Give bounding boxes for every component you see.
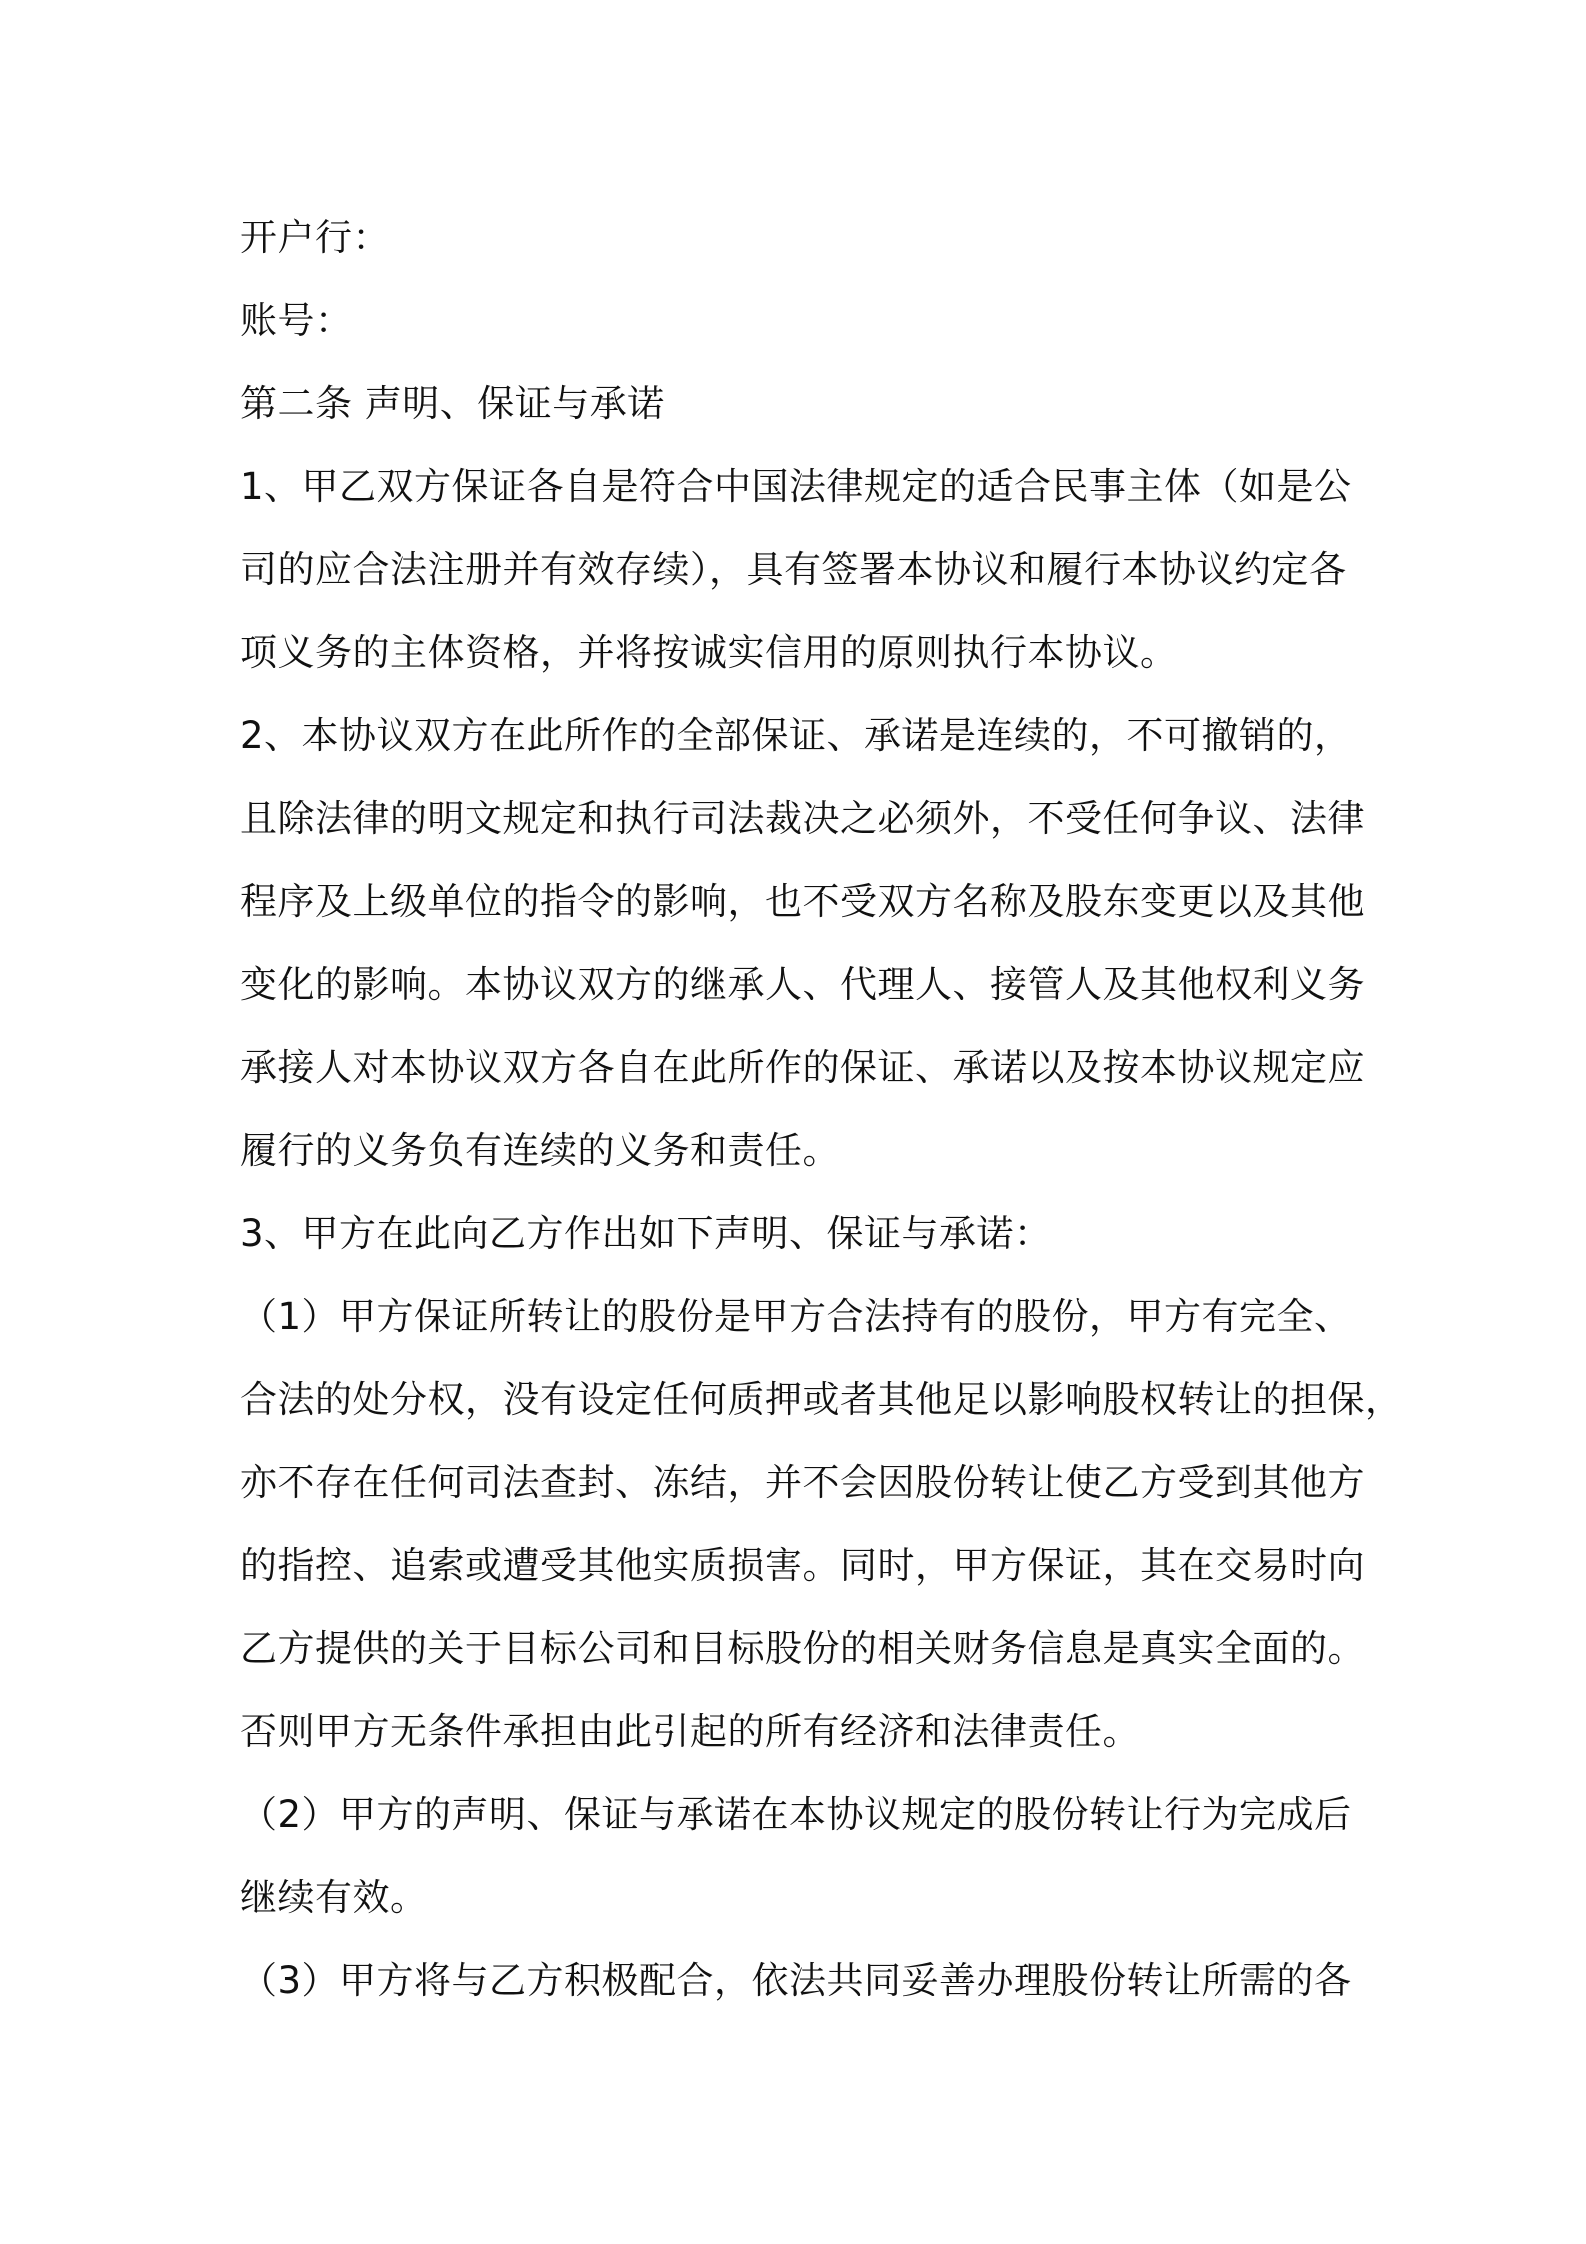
clause-3-1-line-5: 乙方提供的关于目标公司和目标股份的相关财务信息是真实全面的。 bbox=[240, 1627, 1365, 1670]
article-heading: 第二条 声明、保证与承诺 bbox=[240, 382, 665, 425]
clause-3-2-line-2: 继续有效。 bbox=[240, 1876, 428, 1919]
clause-2-line-2: 且除法律的明文规定和执行司法裁决之必须外，不受任何争议、法律 bbox=[240, 797, 1365, 840]
bank-label: 开户行： bbox=[240, 216, 390, 259]
clause-1-line-3: 项义务的主体资格，并将按诚实信用的原则执行本协议。 bbox=[240, 631, 1178, 674]
clause-2-line-6: 履行的义务负有连续的义务和责任。 bbox=[240, 1129, 840, 1172]
document-body bbox=[240, 196, 1403, 2022]
clause-2-line-4: 变化的影响。本协议双方的继承人、代理人、接管人及其他权利义务 bbox=[240, 963, 1365, 1006]
clause-3-heading: 3、甲方在此向乙方作出如下声明、保证与承诺： bbox=[240, 1212, 1052, 1255]
clause-3-1-line-2: 合法的处分权，没有设定任何质押或者其他足以影响股权转让的担保， bbox=[240, 1378, 1403, 1421]
account-label: 账号： bbox=[240, 299, 353, 342]
clause-3-1-line-3: 亦不存在任何司法查封、冻结，并不会因股份转让使乙方受到其他方 bbox=[240, 1461, 1365, 1504]
clause-3-1-line-4: 的指控、追索或遭受其他实质损害。同时，甲方保证，其在交易时向 bbox=[240, 1544, 1365, 1587]
clause-3-1-line-1: （1）甲方保证所转让的股份是甲方合法持有的股份，甲方有完全、 bbox=[240, 1295, 1352, 1338]
clause-1-line-1: 1、甲乙双方保证各自是符合中国法律规定的适合民事主体（如是公 bbox=[240, 465, 1352, 508]
clause-2-line-3: 程序及上级单位的指令的影响，也不受双方名称及股东变更以及其他 bbox=[240, 880, 1365, 923]
clause-1-line-2: 司的应合法注册并有效存续），具有签署本协议和履行本协议约定各 bbox=[240, 548, 1347, 591]
clause-3-2-line-1: （2）甲方的声明、保证与承诺在本协议规定的股份转让行为完成后 bbox=[240, 1793, 1352, 1836]
clause-2-line-1: 2、本协议双方在此所作的全部保证、承诺是连续的，不可撤销的， bbox=[240, 714, 1352, 757]
clause-2-line-5: 承接人对本协议双方各自在此所作的保证、承诺以及按本协议规定应 bbox=[240, 1046, 1365, 1089]
clause-3-1-line-6: 否则甲方无条件承担由此引起的所有经济和法律责任。 bbox=[240, 1710, 1140, 1753]
clause-3-3-line-1: （3）甲方将与乙方积极配合，依法共同妥善办理股份转让所需的各 bbox=[240, 1959, 1352, 2002]
